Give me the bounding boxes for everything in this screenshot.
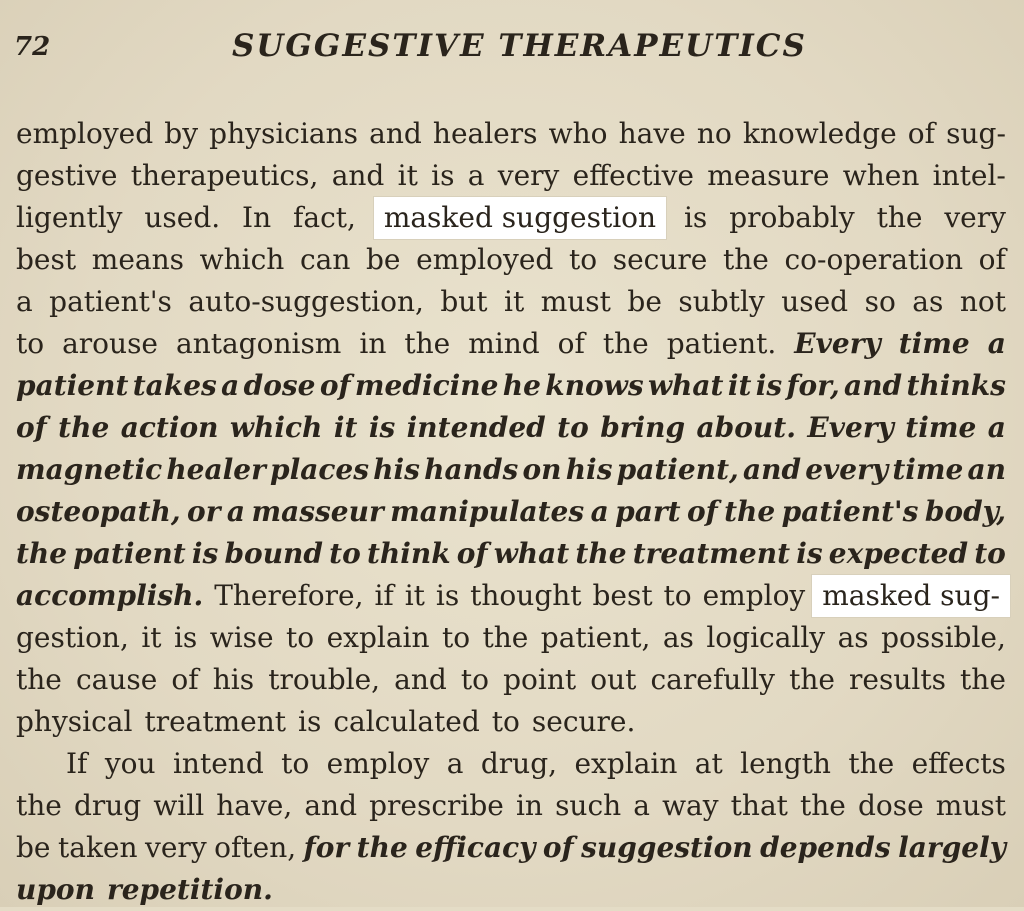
word: is	[755, 369, 783, 402]
word: best	[592, 579, 653, 612]
word: to	[557, 411, 589, 444]
word: is	[435, 579, 460, 612]
word: patient's	[49, 285, 172, 318]
word: be	[16, 831, 51, 864]
word: taken	[58, 831, 138, 864]
word: he	[502, 369, 541, 402]
word: the	[16, 789, 62, 822]
text-line	[16, 239, 1006, 281]
word: a	[226, 495, 246, 528]
word: the	[16, 663, 62, 696]
word: his	[212, 663, 255, 696]
word: carefully	[650, 663, 775, 696]
word: out	[590, 663, 637, 696]
word: of	[557, 327, 585, 360]
word: as	[837, 621, 869, 654]
word: means	[91, 243, 184, 276]
word: a	[221, 369, 240, 402]
text-line	[16, 575, 1006, 617]
word: co-operation	[784, 243, 963, 276]
text-line	[16, 113, 1006, 155]
text-line	[16, 155, 1006, 197]
word: very	[145, 831, 207, 864]
word: or	[187, 495, 221, 528]
word: wise	[209, 621, 274, 654]
word: fact,	[293, 201, 356, 234]
word: Therefore,	[214, 579, 364, 612]
word: employ	[326, 747, 430, 780]
word: the	[960, 663, 1006, 696]
word: to	[329, 537, 361, 570]
word: dose	[243, 369, 316, 402]
word: time	[892, 453, 964, 486]
word: will	[153, 789, 205, 822]
word: often,	[214, 831, 297, 864]
word: Every	[807, 411, 894, 444]
word: efficacy	[415, 831, 536, 864]
word: and	[742, 453, 802, 486]
word: employed	[16, 117, 154, 150]
word: knows	[545, 369, 644, 402]
word: a	[987, 327, 1006, 360]
word: prescribe	[369, 789, 504, 822]
word: the	[482, 621, 529, 654]
text-line	[16, 281, 1006, 323]
word: very	[497, 159, 560, 192]
text-line	[16, 743, 1006, 785]
word: it	[333, 411, 358, 444]
text-line	[16, 323, 1006, 365]
word: If	[66, 747, 88, 780]
word: can	[299, 243, 351, 276]
word: medicine	[354, 369, 499, 402]
word: and	[331, 159, 385, 192]
word: osteopath,	[16, 495, 181, 528]
word: cause	[75, 663, 158, 696]
body-text	[16, 113, 1006, 911]
word: his	[373, 453, 420, 486]
word: must	[540, 285, 611, 318]
word: but	[440, 285, 488, 318]
word: ligently	[16, 201, 123, 234]
word: to	[974, 537, 1006, 570]
word: a	[467, 159, 485, 192]
word: possible,	[881, 621, 1006, 654]
word: of	[16, 411, 47, 444]
word: calculated	[333, 705, 480, 738]
word: the	[58, 411, 110, 444]
word: patient	[16, 369, 129, 402]
word: a	[446, 747, 464, 780]
word: of	[456, 537, 488, 570]
word: by	[164, 117, 199, 150]
word: is	[431, 159, 455, 192]
word: depends	[760, 831, 891, 864]
word: dose	[857, 789, 924, 822]
word: mind	[468, 327, 540, 360]
word: have,	[216, 789, 293, 822]
word: secure.	[531, 705, 636, 738]
word: to	[460, 663, 490, 696]
word: part	[615, 495, 681, 528]
word: gestion,	[16, 621, 129, 654]
word: think	[366, 537, 451, 570]
word: repetition.	[106, 873, 273, 906]
word: for	[303, 831, 350, 864]
word: of	[907, 117, 936, 150]
word: expected	[828, 537, 969, 570]
page-number: 72	[14, 32, 51, 62]
word: therapeutics,	[130, 159, 319, 192]
highlighted-phrase: masked suggestion	[378, 201, 662, 235]
word: if	[374, 579, 394, 612]
word: a	[16, 285, 33, 318]
word: the	[404, 327, 451, 360]
running-head: SUGGESTIVE THERAPEUTICS	[232, 28, 807, 64]
word: a	[590, 495, 609, 528]
text-line	[16, 407, 1006, 449]
word: patient	[73, 537, 186, 570]
word: is	[368, 411, 396, 444]
word: intel-	[932, 159, 1006, 192]
word: used.	[144, 201, 221, 234]
word: intended	[406, 411, 546, 444]
word: In	[242, 201, 272, 234]
word: the	[848, 747, 895, 780]
word: is	[683, 201, 708, 234]
word: gestive	[16, 159, 118, 192]
word: action	[120, 411, 219, 444]
word: upon	[16, 873, 95, 906]
word: knowledge	[742, 117, 897, 150]
text-line	[16, 617, 1006, 659]
word: is	[298, 705, 322, 738]
word: logically	[706, 621, 826, 654]
text-line	[16, 869, 1006, 911]
word: and	[304, 789, 358, 822]
word: on	[522, 453, 562, 486]
word: thought	[470, 579, 582, 612]
word: is	[191, 537, 219, 570]
word: trouble,	[268, 663, 381, 696]
word: best	[16, 243, 77, 276]
text-line	[16, 827, 1006, 869]
word: bound	[224, 537, 323, 570]
word: patient,	[616, 453, 739, 486]
word: is	[796, 537, 823, 570]
word: of	[542, 831, 574, 864]
word: so	[864, 285, 896, 318]
word: manipulates	[390, 495, 585, 528]
word: treatment	[144, 705, 286, 738]
word: of	[171, 663, 199, 696]
word: a	[633, 789, 650, 822]
word: the	[356, 831, 408, 864]
text-line	[16, 785, 1006, 827]
word: for,	[786, 369, 840, 402]
word: employ	[702, 579, 806, 612]
word: in	[515, 789, 543, 822]
word: magnetic	[16, 453, 163, 486]
word: be	[366, 243, 401, 276]
word: the	[789, 663, 835, 696]
word: measure	[707, 159, 830, 192]
word: his	[565, 453, 613, 486]
word: patient.	[666, 327, 777, 360]
word: accomplish.	[16, 579, 204, 612]
text-line	[16, 491, 1006, 533]
word: largely	[898, 831, 1006, 864]
word: who	[548, 117, 608, 150]
word: used	[781, 285, 849, 318]
word: and	[844, 369, 903, 402]
word: antagonism	[176, 327, 342, 360]
word: bring	[600, 411, 686, 444]
word: the	[799, 789, 846, 822]
highlighted-phrase: masked sug-	[816, 579, 1006, 613]
word: what	[647, 369, 724, 402]
word: the	[724, 495, 776, 528]
word: the	[16, 537, 68, 570]
word: it	[404, 579, 425, 612]
word: point	[503, 663, 577, 696]
word: Every	[794, 327, 881, 360]
word: the	[602, 327, 649, 360]
word: physicians	[209, 117, 359, 150]
word: body,	[924, 495, 1006, 528]
word: time	[898, 327, 970, 360]
word: thinks	[906, 369, 1006, 402]
word: healers	[432, 117, 538, 150]
word: be	[627, 285, 662, 318]
word: that	[730, 789, 788, 822]
text-line	[16, 449, 1006, 491]
word: and	[369, 117, 422, 150]
word: to	[441, 621, 471, 654]
word: which	[199, 243, 285, 276]
word: to	[281, 747, 310, 780]
word: every	[805, 453, 889, 486]
word: is	[173, 621, 198, 654]
word: explain	[574, 747, 678, 780]
word: patient,	[540, 621, 651, 654]
word: time	[905, 411, 977, 444]
word: subtly	[678, 285, 765, 318]
word: no	[696, 117, 732, 150]
word: healer	[166, 453, 266, 486]
word: must	[935, 789, 1006, 822]
word: of	[686, 495, 718, 528]
word: of	[978, 243, 1006, 276]
text-line	[16, 533, 1006, 575]
word: at	[694, 747, 723, 780]
word: to	[568, 243, 598, 276]
word: physical	[16, 705, 133, 738]
word: to	[16, 327, 45, 360]
text-line	[16, 659, 1006, 701]
word: suggestion	[581, 831, 753, 864]
word: such	[555, 789, 622, 822]
word: patient's	[781, 495, 919, 528]
word: places	[270, 453, 369, 486]
word: and	[394, 663, 447, 696]
word: it	[141, 621, 162, 654]
word: you	[104, 747, 156, 780]
word: of	[319, 369, 351, 402]
word: as	[662, 621, 694, 654]
word: probably	[729, 201, 855, 234]
word: arouse	[62, 327, 159, 360]
word: about.	[696, 411, 796, 444]
word: to	[491, 705, 520, 738]
text-line	[16, 197, 1006, 239]
word: masseur	[251, 495, 384, 528]
word: to	[286, 621, 315, 654]
word: secure	[612, 243, 708, 276]
word: have	[618, 117, 686, 150]
word: it	[397, 159, 418, 192]
word: takes	[132, 369, 217, 402]
word: not	[959, 285, 1006, 318]
word: the	[722, 243, 769, 276]
word: auto-suggestion,	[188, 285, 424, 318]
word: when	[842, 159, 920, 192]
word: in	[359, 327, 387, 360]
word: hands	[424, 453, 519, 486]
word: the	[575, 537, 627, 570]
word: sug-	[946, 117, 1006, 150]
word: to	[663, 579, 692, 612]
text-line	[16, 365, 1006, 407]
word: drug,	[480, 747, 558, 780]
word: the	[876, 201, 923, 234]
word: explain	[326, 621, 430, 654]
text-line	[16, 701, 1006, 743]
word: intend	[172, 747, 264, 780]
word: length	[740, 747, 831, 780]
page-header	[0, 26, 1024, 76]
word: it	[727, 369, 752, 402]
word: as	[912, 285, 944, 318]
word: an	[967, 453, 1006, 486]
word: which	[229, 411, 323, 444]
word: what	[493, 537, 570, 570]
word: way	[662, 789, 719, 822]
word: results	[849, 663, 946, 696]
word: drug	[73, 789, 142, 822]
word: very	[944, 201, 1006, 234]
word: effects	[911, 747, 1006, 780]
word: it	[504, 285, 525, 318]
word: a	[987, 411, 1006, 444]
word: employed	[416, 243, 554, 276]
word: treatment	[632, 537, 791, 570]
word: effective	[572, 159, 694, 192]
